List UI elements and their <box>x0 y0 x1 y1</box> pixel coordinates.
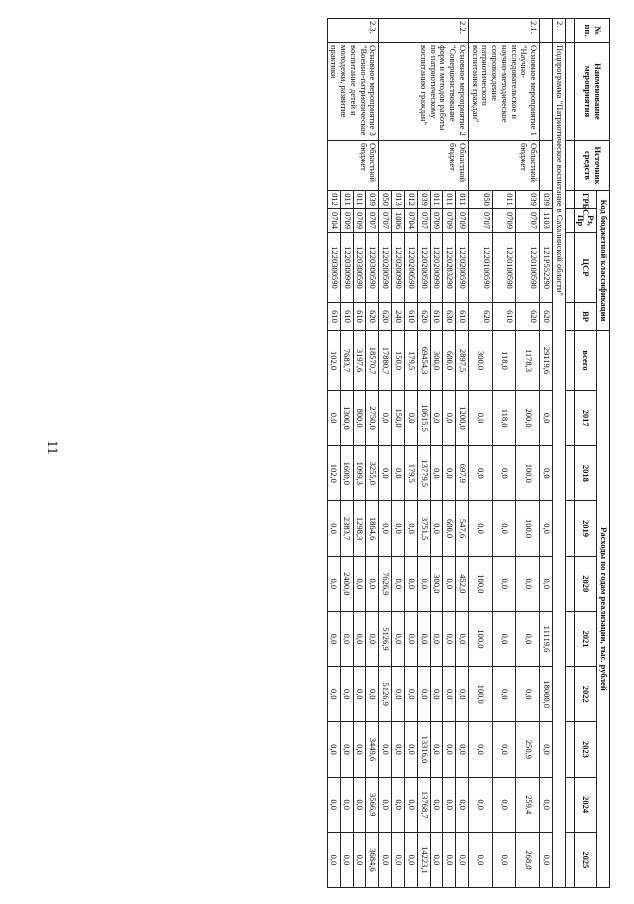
cell-value: 0,0 <box>468 832 492 887</box>
cell-vr: 240 <box>392 303 405 331</box>
cell-vr: 610 <box>404 303 417 331</box>
cell-value: 0,0 <box>392 501 405 556</box>
header-grbs: ГРБС <box>574 191 597 209</box>
cell-vr: 610 <box>492 303 516 331</box>
event-name: Основное мероприятие 2 "Совершенствование форм и методов работы по патриотическому воспитанию граждан" <box>379 43 468 141</box>
cell-value: 2897,5 <box>456 331 469 391</box>
cell-csr: 1220283290 <box>443 233 456 303</box>
cell-value: 0,0 <box>379 391 392 446</box>
cell-value: 0,0 <box>540 501 553 556</box>
cell-value: 0,0 <box>468 391 492 446</box>
cell-value: 0,0 <box>456 832 469 887</box>
cell-value: 0,0 <box>353 556 366 611</box>
cell-value: 179,5 <box>404 331 417 391</box>
cell-value: 100,0 <box>468 611 492 666</box>
cell-value: 0,0 <box>492 832 516 887</box>
header-source: Источник средств <box>574 141 609 191</box>
cell-grbs: 011 <box>492 191 516 209</box>
cell-value: 0,0 <box>417 556 430 611</box>
cell-grbs: 039 <box>366 191 379 209</box>
cell-value: 268,0 <box>516 832 540 887</box>
table-row <box>456 19 469 888</box>
cell-value: 0,0 <box>443 556 456 611</box>
budget-table <box>327 18 610 888</box>
cell-value: 600,0 <box>443 501 456 556</box>
cell-value: 0,0 <box>456 611 469 666</box>
cell-value: 0,0 <box>392 777 405 832</box>
cell-csr: 1220100590 <box>492 233 516 303</box>
cell-value: 18000,0 <box>540 667 553 722</box>
cell-value: 0,0 <box>340 667 353 722</box>
cell-value: 0,0 <box>392 667 405 722</box>
header-year: 2019 <box>574 501 597 556</box>
cell-vr: 610 <box>353 303 366 331</box>
cell-value: 300,0 <box>430 331 443 391</box>
cell-value: 14223,1 <box>417 832 430 887</box>
cell-rzpr: 0709 <box>430 209 443 233</box>
cell-value: 0,0 <box>443 777 456 832</box>
cell-value: 0,0 <box>353 611 366 666</box>
event-number: 2.1. <box>468 19 539 43</box>
cell-value: 3566,9 <box>366 777 379 832</box>
cell-rzpr: 0707 <box>417 209 430 233</box>
cell-csr: 1220200990 <box>430 233 443 303</box>
cell-value: 600,0 <box>443 331 456 391</box>
cell-value: 0,0 <box>366 556 379 611</box>
cell-value: 0,0 <box>353 777 366 832</box>
cell-value: 0,0 <box>379 446 392 501</box>
header-total: всего <box>574 331 597 391</box>
header-row-1 <box>597 19 610 888</box>
cell-value: 0,0 <box>540 777 553 832</box>
cell-value: 2383,7 <box>340 501 353 556</box>
cell-value: 69454,3 <box>417 331 430 391</box>
cell-value: 547,6 <box>456 501 469 556</box>
cell-vr: 620 <box>417 303 430 331</box>
table-row <box>366 19 379 888</box>
cell-value: 3197,6 <box>353 331 366 391</box>
cell-value: 0,0 <box>327 611 340 666</box>
cell-vr: 610 <box>456 303 469 331</box>
event-number: 2.3. <box>327 19 379 43</box>
cell-value: 1178,3 <box>516 331 540 391</box>
cell-value: 0,0 <box>327 777 340 832</box>
cell-value: 0,0 <box>404 777 417 832</box>
event-name: Основное мероприятие 3 "Военно-патриотическое воспитание детей и молодежи, развитие практики <box>327 43 379 141</box>
cell-value: 0,0 <box>327 722 340 777</box>
cell-value: 800,0 <box>353 391 366 446</box>
table-body <box>327 19 565 888</box>
cell-value: 18570,7 <box>366 331 379 391</box>
cell-value: 0,0 <box>540 722 553 777</box>
cell-grbs: 013 <box>392 191 405 209</box>
cell-value: 0,0 <box>492 556 516 611</box>
cell-csr: 121P552290 <box>540 233 553 303</box>
cell-value: 0,0 <box>430 667 443 722</box>
cell-grbs: 011 <box>353 191 366 209</box>
cell-rzpr: 0709 <box>340 209 353 233</box>
cell-value: 11119,6 <box>540 611 553 666</box>
cell-value: 0,0 <box>430 611 443 666</box>
cell-value: 0,0 <box>340 722 353 777</box>
cell-value: 259,4 <box>516 777 540 832</box>
cell-value: 0,0 <box>379 501 392 556</box>
cell-csr: 1220200990 <box>392 233 405 303</box>
cell-value: 0,0 <box>492 611 516 666</box>
cell-value: 0,0 <box>443 722 456 777</box>
cell-csr: 1220200590 <box>417 233 430 303</box>
cell-value: 0,0 <box>417 611 430 666</box>
event-source: Областной бюджет <box>379 141 468 191</box>
cell-value: 452,0 <box>456 556 469 611</box>
cell-value: 0,0 <box>404 722 417 777</box>
cell-value: 100,0 <box>516 446 540 501</box>
cell-value: 0,0 <box>379 722 392 777</box>
cell-value: 0,0 <box>430 501 443 556</box>
cell-value: 0,0 <box>430 777 443 832</box>
cell-value: 0,0 <box>392 556 405 611</box>
cell-rzpr: 1006 <box>392 209 405 233</box>
cell-vr: 630 <box>443 303 456 331</box>
cell-value: 0,0 <box>404 832 417 887</box>
cell-grbs: 011 <box>443 191 456 209</box>
cell-value: 0,0 <box>540 391 553 446</box>
cell-value: 13768,7 <box>417 777 430 832</box>
cell-value: 0,0 <box>516 611 540 666</box>
cell-value: 5126,9 <box>379 667 392 722</box>
cell-value: 3449,6 <box>366 722 379 777</box>
cell-vr: 620 <box>379 303 392 331</box>
cell-value: 1099,3 <box>353 446 366 501</box>
header-year: 2023 <box>574 722 597 777</box>
cell-value: 0,0 <box>443 391 456 446</box>
cell-value: 102,0 <box>327 331 340 391</box>
cell-value: 7626,9 <box>379 556 392 611</box>
header-year: 2024 <box>574 777 597 832</box>
cell-value: 118,0 <box>492 331 516 391</box>
cell-value: 0,0 <box>468 501 492 556</box>
cell-value: 3751,5 <box>417 501 430 556</box>
cell-value: 102,0 <box>327 446 340 501</box>
event-name: Основное мероприятие 1 "Научно-исследовательское и научно-методическое сопровождение патриотического воспитания граждан" <box>468 43 539 141</box>
cell-vr: 620 <box>540 303 553 331</box>
header-year: 2018 <box>574 446 597 501</box>
cell-rzpr: 0709 <box>456 209 469 233</box>
page-number: 11 <box>44 440 60 455</box>
cell-value: 1600,0 <box>340 446 353 501</box>
cell-value: 300,0 <box>430 556 443 611</box>
cell-vr: 620 <box>468 303 492 331</box>
cell-value: 0,0 <box>366 611 379 666</box>
cell-rzpr: 0707 <box>468 209 492 233</box>
cell-vr: 620 <box>366 303 379 331</box>
cell-value: 0,0 <box>404 611 417 666</box>
cell-value: 0,0 <box>340 832 353 887</box>
cell-vr: 610 <box>430 303 443 331</box>
cell-value: 29119,6 <box>540 331 553 391</box>
cell-value: 0,0 <box>443 446 456 501</box>
cell-value: 0,0 <box>468 777 492 832</box>
section-number: 2. <box>552 19 565 43</box>
cell-value: 150,0 <box>392 391 405 446</box>
cell-value: 0,0 <box>353 832 366 887</box>
cell-csr: 1220300590 <box>353 233 366 303</box>
cell-value: 0,0 <box>443 832 456 887</box>
cell-value: 200,0 <box>516 391 540 446</box>
cell-value: 1200,0 <box>456 391 469 446</box>
cell-value: 0,0 <box>492 446 516 501</box>
cell-csr: 1220300990 <box>340 233 353 303</box>
cell-vr: 610 <box>327 303 340 331</box>
cell-grbs: 011 <box>430 191 443 209</box>
cell-value: 118,0 <box>492 391 516 446</box>
cell-value: 0,0 <box>392 722 405 777</box>
cell-csr: 1220100590 <box>468 233 492 303</box>
cell-csr: 1220200590 <box>456 233 469 303</box>
header-year: 2021 <box>574 611 597 666</box>
cell-value: 2400,0 <box>340 556 353 611</box>
cell-value: 0,0 <box>492 667 516 722</box>
cell-rzpr: 0709 <box>492 209 516 233</box>
section-row <box>552 19 565 888</box>
cell-value: 0,0 <box>516 667 540 722</box>
cell-value: 13316,0 <box>417 722 430 777</box>
event-source: Областной бюджет <box>327 141 379 191</box>
cell-value: 150,0 <box>392 331 405 391</box>
table-row <box>516 19 540 888</box>
cell-value: 0,0 <box>353 667 366 722</box>
cell-value: 0,0 <box>392 832 405 887</box>
cell-value: 0,0 <box>443 667 456 722</box>
cell-csr: 1220200590 <box>404 233 417 303</box>
header-year: 2022 <box>574 667 597 722</box>
cell-grbs: 050 <box>468 191 492 209</box>
cell-value: 697,9 <box>456 446 469 501</box>
header-rzpr: Рз, Пр <box>574 209 597 233</box>
section-title: Подпрограмма "Патриотическое воспитание в Сахалинской области" <box>552 43 565 888</box>
cell-value: 0,0 <box>430 722 443 777</box>
cell-value: 0,0 <box>540 832 553 887</box>
cell-rzpr: 0709 <box>443 209 456 233</box>
cell-value: 0,0 <box>443 611 456 666</box>
cell-value: 0,0 <box>404 556 417 611</box>
cell-rzpr: 0707 <box>516 209 540 233</box>
header-budget-classification: Код бюджетной классификации <box>597 191 610 331</box>
cell-value: 0,0 <box>340 777 353 832</box>
cell-value: 1864,6 <box>366 501 379 556</box>
header-expenses: Расходы по годам реализации, тыс. рублей <box>597 331 610 888</box>
cell-rzpr: 0707 <box>366 209 379 233</box>
cell-value: 0,0 <box>379 777 392 832</box>
cell-grbs: 039 <box>540 191 553 209</box>
cell-value: 0,0 <box>468 722 492 777</box>
cell-grbs: 050 <box>379 191 392 209</box>
cell-grbs: 039 <box>417 191 430 209</box>
cell-vr: 610 <box>340 303 353 331</box>
blank-row <box>565 19 574 888</box>
cell-value: 0,0 <box>392 611 405 666</box>
cell-value: 0,0 <box>327 667 340 722</box>
cell-rzpr: 0704 <box>327 209 340 233</box>
cell-grbs: 011 <box>340 191 353 209</box>
cell-value: 0,0 <box>327 501 340 556</box>
cell-value: 0,0 <box>456 722 469 777</box>
cell-value: 0,0 <box>404 391 417 446</box>
cell-value: 0,0 <box>379 832 392 887</box>
cell-value: 3255,0 <box>366 446 379 501</box>
cell-value: 0,0 <box>430 391 443 446</box>
cell-value: 0,0 <box>540 556 553 611</box>
cell-value: 0,0 <box>468 446 492 501</box>
cell-value: 3684,6 <box>366 832 379 887</box>
cell-value: 7683,7 <box>340 331 353 391</box>
cell-value: 0,0 <box>392 446 405 501</box>
cell-rzpr: 0709 <box>353 209 366 233</box>
cell-value: 0,0 <box>456 667 469 722</box>
cell-value: 0,0 <box>430 832 443 887</box>
cell-csr: 1220300590 <box>366 233 379 303</box>
cell-value: 17880,7 <box>379 331 392 391</box>
cell-value: 0,0 <box>353 722 366 777</box>
cell-value: 179,5 <box>404 446 417 501</box>
cell-value: 0,0 <box>492 501 516 556</box>
cell-value: 13779,5 <box>417 446 430 501</box>
cell-grbs: 012 <box>327 191 340 209</box>
cell-value: 0,0 <box>366 667 379 722</box>
cell-value: 1300,0 <box>340 391 353 446</box>
cell-value: 100,0 <box>468 667 492 722</box>
cell-rzpr: 1103 <box>540 209 553 233</box>
header-no: № пп. <box>574 19 609 43</box>
cell-grbs: 039 <box>516 191 540 209</box>
event-source: Областной бюджет <box>468 141 539 191</box>
cell-value: 0,0 <box>327 391 340 446</box>
header-name: Наименование мероприятия <box>574 43 609 141</box>
header-year: 2025 <box>574 832 597 887</box>
cell-grbs: 011 <box>456 191 469 209</box>
cell-value: 0,0 <box>404 667 417 722</box>
cell-value: 0,0 <box>456 777 469 832</box>
cell-vr: 620 <box>516 303 540 331</box>
cell-value: 0,0 <box>516 556 540 611</box>
cell-csr: 1220100590 <box>516 233 540 303</box>
cell-value: 0,0 <box>327 832 340 887</box>
cell-csr: 1220300590 <box>327 233 340 303</box>
cell-value: 100,0 <box>516 501 540 556</box>
cell-value: 0,0 <box>430 446 443 501</box>
cell-value: 0,0 <box>417 667 430 722</box>
header-year: 2017 <box>574 391 597 446</box>
section-total-row <box>540 19 553 888</box>
cell-value: 0,0 <box>327 556 340 611</box>
cell-csr: 1220200590 <box>379 233 392 303</box>
cell-value: 1298,3 <box>353 501 366 556</box>
event-number: 2.2. <box>379 19 468 43</box>
cell-value: 10615,5 <box>417 391 430 446</box>
cell-rzpr: 0707 <box>379 209 392 233</box>
cell-value: 0,0 <box>492 777 516 832</box>
cell-value: 0,0 <box>340 611 353 666</box>
cell-rzpr: 0704 <box>404 209 417 233</box>
cell-value: 0,0 <box>404 501 417 556</box>
header-vr: ВР <box>574 303 597 331</box>
rotated-page <box>20 18 610 888</box>
cell-value: 250,9 <box>516 722 540 777</box>
cell-value: 2750,0 <box>366 391 379 446</box>
cell-grbs: 012 <box>404 191 417 209</box>
header-csr: ЦСР <box>574 233 597 303</box>
cell-value: 0,0 <box>540 446 553 501</box>
cell-value: 0,0 <box>492 722 516 777</box>
cell-value: 5126,9 <box>379 611 392 666</box>
cell-value: 300,0 <box>468 331 492 391</box>
header-year: 2020 <box>574 556 597 611</box>
cell-value: 100,0 <box>468 556 492 611</box>
